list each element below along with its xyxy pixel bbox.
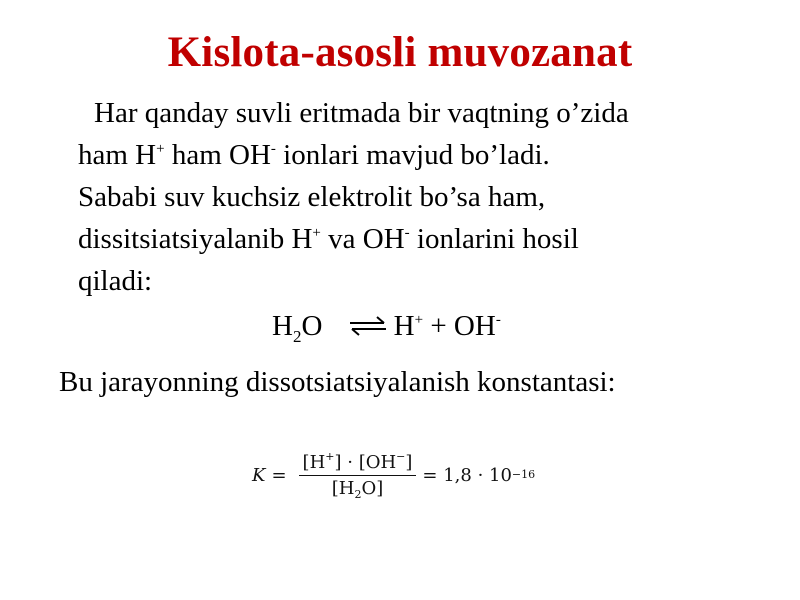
- equilibrium-arrow-icon: [346, 314, 390, 338]
- dissociation-equation: $H_2O$ H+ + OH-: [272, 310, 501, 346]
- constant-caption: Bu jarayonning dissotsiatsiyalanish konstantasi:: [59, 366, 616, 398]
- dissociation-constant-formula: K = $\frac{[H^+] \cdot [OH^-]}{[H_2O]}$ = 1,8 · 10 −16: [252, 449, 536, 501]
- paragraph-line-1: Har qanday suvli eritmada bir vaqtning o’zida: [94, 97, 629, 129]
- paragraph-line-5: qiladi:: [78, 265, 153, 297]
- fraction-numerator: [H+] · [OH−]: [302, 449, 413, 473]
- slide-title: Kislota-asosli muvozanat: [167, 29, 633, 76]
- body-paragraph: [78, 92, 778, 302]
- fraction-denominator: $[H_2O]$: [331, 477, 384, 501]
- paragraph-line-4: dissitsiatsiyalanib H+ va OH- ionlarini hosil: [78, 223, 579, 255]
- paragraph-line-3: Sababi suv kuchsiz elektrolit bo’sa ham,: [78, 181, 546, 213]
- paragraph-line-2: ham H+ ham OH- ionlari mavjud bo’ladi.: [78, 139, 550, 171]
- formula-fraction: [299, 449, 417, 501]
